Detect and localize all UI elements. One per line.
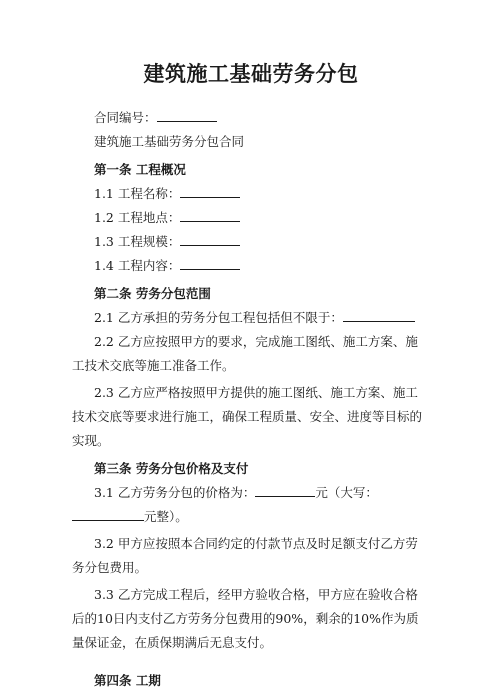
project-content-blank[interactable]	[180, 256, 240, 270]
contract-number-label: 合同编号：	[94, 110, 157, 125]
section-2-heading: 第二条 劳务分包范围	[94, 286, 211, 301]
project-content-label: 1.4 工程内容：	[94, 258, 181, 273]
project-location-blank[interactable]	[180, 208, 240, 222]
section-1-heading: 第一条 工程概况	[94, 162, 186, 177]
clause-2-2: 2.2 乙方应按照甲方的要求，完成施工图纸、施工方案、施工技术交底等施工准备工作。	[72, 334, 418, 373]
clause-3-1-ending: 元整）。	[144, 509, 188, 524]
clause-3-1-capital-label: 元（大写：	[315, 485, 378, 500]
clause-2-3: 2.3 乙方应严格按照甲方提供的施工图纸、施工方案、施工技术交底等要求进行施工，确保工程质量、安全、进度等目标的实现。	[72, 385, 423, 448]
project-location-line	[72, 206, 430, 230]
project-scale-line	[72, 230, 430, 254]
clause-2-1-blank[interactable]	[343, 308, 415, 322]
project-scale-label: 1.3 工程规模：	[94, 234, 181, 249]
clause-2-1-text: 2.1 乙方承担的劳务分包工程包括但不限于：	[94, 310, 343, 325]
document-title: 建筑施工基础劳务分包	[143, 61, 359, 86]
project-name-line	[72, 182, 430, 206]
clause-3-2: 3.2 甲方应按照本合同约定的付款节点及时足额支付乙方劳务分包费用。	[72, 536, 418, 575]
contract-number-blank[interactable]	[157, 108, 217, 122]
price-amount-blank[interactable]	[255, 483, 315, 497]
price-capital-blank[interactable]	[72, 507, 144, 521]
clause-3-3: 3.3 乙方完成工程后，经甲方验收合格，甲方应在验收合格后的10日内支付乙方劳务分包费用的90%，剩余的10%作为质量保证金，在质保期满后无息支付。	[72, 587, 419, 650]
project-name-label: 1.1 工程名称：	[94, 186, 181, 201]
contract-number-line	[72, 106, 430, 130]
project-location-label: 1.2 工程地点：	[94, 210, 181, 225]
clause-3-1-text: 3.1 乙方劳务分包的价格为：	[94, 485, 256, 500]
clause-2-1	[72, 306, 430, 330]
clause-3-1	[72, 481, 430, 529]
contract-subtitle: 建筑施工基础劳务分包合同	[94, 134, 245, 149]
project-content-line	[72, 254, 430, 278]
project-name-blank[interactable]	[180, 184, 240, 198]
project-scale-blank[interactable]	[180, 232, 240, 246]
section-4-heading: 第四条 工期	[94, 673, 161, 688]
section-3-heading: 第三条 劳务分包价格及支付	[94, 461, 249, 476]
